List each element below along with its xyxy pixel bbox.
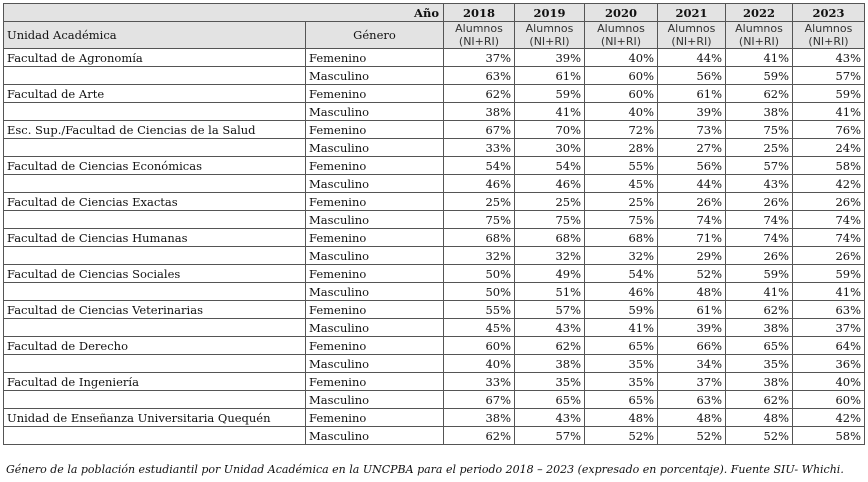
unit-name: Facultad de Ciencias Sociales: [4, 265, 306, 283]
unit-name: Unidad de Enseñanza Universitaria Quequén: [4, 409, 306, 427]
gender-cell: Masculino: [306, 211, 444, 229]
gender-cell: Masculino: [306, 391, 444, 409]
table-row: [4, 121, 865, 139]
year-label: Año: [4, 4, 444, 22]
percent-cell: 25%: [726, 139, 793, 157]
gender-cell: Masculino: [306, 67, 444, 85]
unit-name: Facultad de Derecho: [4, 337, 306, 355]
gender-cell: Masculino: [306, 319, 444, 337]
percent-cell: 75%: [444, 211, 515, 229]
percent-cell: 41%: [515, 103, 585, 121]
percent-cell: 74%: [793, 229, 865, 247]
table-row: [4, 337, 865, 355]
table-row: [4, 355, 865, 373]
percent-cell: 35%: [726, 355, 793, 373]
percent-cell: 75%: [726, 121, 793, 139]
percent-cell: 58%: [793, 157, 865, 175]
percent-cell: 38%: [444, 103, 515, 121]
percent-cell: 30%: [515, 139, 585, 157]
percent-cell: 25%: [515, 193, 585, 211]
percent-cell: 25%: [444, 193, 515, 211]
percent-cell: 59%: [515, 85, 585, 103]
percent-cell: 68%: [444, 229, 515, 247]
percent-cell: 56%: [658, 157, 726, 175]
percent-cell: 64%: [793, 337, 865, 355]
percent-cell: 41%: [793, 103, 865, 121]
table-row: [4, 85, 865, 103]
column-header-row: [4, 22, 865, 49]
table-row: [4, 103, 865, 121]
percent-cell: 42%: [793, 409, 865, 427]
percent-cell: 62%: [726, 391, 793, 409]
table-row: [4, 283, 865, 301]
gender-cell: Femenino: [306, 301, 444, 319]
percent-cell: 43%: [515, 319, 585, 337]
unit-name: [4, 139, 306, 157]
percent-cell: 75%: [585, 211, 658, 229]
percent-cell: 38%: [726, 319, 793, 337]
percent-cell: 57%: [726, 157, 793, 175]
percent-cell: 50%: [444, 265, 515, 283]
gender-cell: Masculino: [306, 283, 444, 301]
percent-cell: 50%: [444, 283, 515, 301]
percent-cell: 51%: [515, 283, 585, 301]
percent-cell: 62%: [515, 337, 585, 355]
percent-cell: 55%: [444, 301, 515, 319]
data-table: [3, 3, 865, 445]
percent-cell: 61%: [658, 85, 726, 103]
percent-cell: 26%: [793, 193, 865, 211]
percent-cell: 41%: [726, 49, 793, 67]
table-row: [4, 265, 865, 283]
percent-cell: 72%: [585, 121, 658, 139]
percent-cell: 74%: [726, 211, 793, 229]
percent-cell: 35%: [585, 373, 658, 391]
percent-cell: 38%: [726, 103, 793, 121]
percent-cell: 33%: [444, 373, 515, 391]
unit-name: Facultad de Ciencias Económicas: [4, 157, 306, 175]
percent-cell: 59%: [793, 85, 865, 103]
percent-cell: 74%: [793, 211, 865, 229]
percent-cell: 41%: [726, 283, 793, 301]
table-row: [4, 427, 865, 445]
percent-cell: 44%: [658, 49, 726, 67]
unit-name: [4, 319, 306, 337]
percent-cell: 76%: [793, 121, 865, 139]
percent-cell: 61%: [515, 67, 585, 85]
percent-cell: 68%: [515, 229, 585, 247]
table-row: [4, 175, 865, 193]
unit-name: Esc. Sup./Facultad de Ciencias de la Salud: [4, 121, 306, 139]
percent-cell: 59%: [726, 265, 793, 283]
students-header: Alumnos (NI+RI): [444, 22, 515, 49]
percent-cell: 39%: [658, 319, 726, 337]
percent-cell: 48%: [726, 409, 793, 427]
year-header-row: [4, 4, 865, 22]
percent-cell: 66%: [658, 337, 726, 355]
unit-name: [4, 211, 306, 229]
gender-cell: Femenino: [306, 337, 444, 355]
percent-cell: 25%: [585, 193, 658, 211]
percent-cell: 37%: [444, 49, 515, 67]
year-2023: 2023: [793, 4, 865, 22]
percent-cell: 52%: [585, 427, 658, 445]
gender-cell: Femenino: [306, 229, 444, 247]
percent-cell: 57%: [515, 427, 585, 445]
percent-cell: 35%: [585, 355, 658, 373]
percent-cell: 34%: [658, 355, 726, 373]
percent-cell: 46%: [444, 175, 515, 193]
percent-cell: 42%: [793, 175, 865, 193]
percent-cell: 46%: [515, 175, 585, 193]
gender-cell: Femenino: [306, 121, 444, 139]
percent-cell: 41%: [793, 283, 865, 301]
unit-name: Facultad de Arte: [4, 85, 306, 103]
unit-name: [4, 67, 306, 85]
table-row: [4, 301, 865, 319]
students-header: Alumnos (NI+RI): [515, 22, 585, 49]
percent-cell: 46%: [585, 283, 658, 301]
unit-name: [4, 427, 306, 445]
percent-cell: 60%: [585, 85, 658, 103]
percent-cell: 65%: [515, 391, 585, 409]
percent-cell: 63%: [658, 391, 726, 409]
table-row: [4, 193, 865, 211]
percent-cell: 39%: [658, 103, 726, 121]
unit-name: [4, 247, 306, 265]
unit-name: Facultad de Ciencias Exactas: [4, 193, 306, 211]
percent-cell: 62%: [444, 85, 515, 103]
table-row: [4, 157, 865, 175]
percent-cell: 45%: [585, 175, 658, 193]
percent-cell: 71%: [658, 229, 726, 247]
percent-cell: 40%: [585, 49, 658, 67]
percent-cell: 63%: [444, 67, 515, 85]
percent-cell: 62%: [726, 85, 793, 103]
percent-cell: 32%: [444, 247, 515, 265]
students-header: Alumnos (NI+RI): [658, 22, 726, 49]
gender-header: Género: [306, 22, 444, 49]
year-2021: 2021: [658, 4, 726, 22]
percent-cell: 59%: [726, 67, 793, 85]
percent-cell: 33%: [444, 139, 515, 157]
percent-cell: 43%: [793, 49, 865, 67]
percent-cell: 54%: [585, 265, 658, 283]
percent-cell: 65%: [726, 337, 793, 355]
percent-cell: 26%: [726, 193, 793, 211]
students-header: Alumnos (NI+RI): [793, 22, 865, 49]
percent-cell: 68%: [585, 229, 658, 247]
table-row: [4, 247, 865, 265]
percent-cell: 36%: [793, 355, 865, 373]
gender-cell: Masculino: [306, 247, 444, 265]
percent-cell: 37%: [658, 373, 726, 391]
percent-cell: 40%: [793, 373, 865, 391]
table-row: [4, 67, 865, 85]
percent-cell: 55%: [585, 157, 658, 175]
percent-cell: 37%: [793, 319, 865, 337]
table-row: [4, 211, 865, 229]
table-caption: Género de la población estudiantil por Unidad Académica en la UNCPBA para el periodo 2018 – 2023 (expresado en porcentaje). Fuente SIU- Whichi.: [6, 463, 844, 476]
percent-cell: 75%: [515, 211, 585, 229]
percent-cell: 52%: [726, 427, 793, 445]
percent-cell: 28%: [585, 139, 658, 157]
percent-cell: 59%: [585, 301, 658, 319]
percent-cell: 59%: [793, 265, 865, 283]
year-2022: 2022: [726, 4, 793, 22]
percent-cell: 65%: [585, 337, 658, 355]
percent-cell: 58%: [793, 427, 865, 445]
percent-cell: 52%: [658, 265, 726, 283]
percent-cell: 74%: [726, 229, 793, 247]
gender-cell: Femenino: [306, 157, 444, 175]
percent-cell: 63%: [793, 301, 865, 319]
gender-cell: Femenino: [306, 373, 444, 391]
percent-cell: 43%: [726, 175, 793, 193]
gender-cell: Femenino: [306, 265, 444, 283]
percent-cell: 40%: [585, 103, 658, 121]
percent-cell: 62%: [726, 301, 793, 319]
percent-cell: 43%: [515, 409, 585, 427]
unit-name: [4, 103, 306, 121]
percent-cell: 27%: [658, 139, 726, 157]
unit-name: Facultad de Ciencias Veterinarias: [4, 301, 306, 319]
table-row: [4, 373, 865, 391]
table-row: [4, 229, 865, 247]
table-row: [4, 409, 865, 427]
percent-cell: 65%: [585, 391, 658, 409]
percent-cell: 29%: [658, 247, 726, 265]
percent-cell: 67%: [444, 121, 515, 139]
table-row: [4, 391, 865, 409]
percent-cell: 67%: [444, 391, 515, 409]
percent-cell: 54%: [515, 157, 585, 175]
percent-cell: 26%: [793, 247, 865, 265]
unit-name: [4, 391, 306, 409]
percent-cell: 24%: [793, 139, 865, 157]
unit-name: Facultad de Ingeniería: [4, 373, 306, 391]
unit-name: [4, 175, 306, 193]
percent-cell: 48%: [585, 409, 658, 427]
year-2018: 2018: [444, 4, 515, 22]
percent-cell: 74%: [658, 211, 726, 229]
percent-cell: 26%: [658, 193, 726, 211]
percent-cell: 57%: [515, 301, 585, 319]
percent-cell: 62%: [444, 427, 515, 445]
gender-cell: Masculino: [306, 139, 444, 157]
gender-cell: Masculino: [306, 175, 444, 193]
students-header: Alumnos (NI+RI): [726, 22, 793, 49]
percent-cell: 26%: [726, 247, 793, 265]
percent-cell: 60%: [585, 67, 658, 85]
percent-cell: 73%: [658, 121, 726, 139]
percent-cell: 35%: [515, 373, 585, 391]
percent-cell: 32%: [515, 247, 585, 265]
percent-cell: 41%: [585, 319, 658, 337]
percent-cell: 38%: [515, 355, 585, 373]
percent-cell: 39%: [515, 49, 585, 67]
gender-cell: Femenino: [306, 85, 444, 103]
percent-cell: 49%: [515, 265, 585, 283]
percent-cell: 48%: [658, 409, 726, 427]
gender-cell: Femenino: [306, 193, 444, 211]
year-2019: 2019: [515, 4, 585, 22]
students-header: Alumnos (NI+RI): [585, 22, 658, 49]
percent-cell: 60%: [793, 391, 865, 409]
table-row: [4, 319, 865, 337]
unit-name: [4, 355, 306, 373]
unit-name: [4, 283, 306, 301]
percent-cell: 44%: [658, 175, 726, 193]
percent-cell: 52%: [658, 427, 726, 445]
unit-name: Facultad de Agronomía: [4, 49, 306, 67]
percent-cell: 56%: [658, 67, 726, 85]
gender-cell: Masculino: [306, 427, 444, 445]
gender-cell: Masculino: [306, 103, 444, 121]
percent-cell: 61%: [658, 301, 726, 319]
percent-cell: 38%: [444, 409, 515, 427]
percent-cell: 48%: [658, 283, 726, 301]
percent-cell: 60%: [444, 337, 515, 355]
percent-cell: 38%: [726, 373, 793, 391]
percent-cell: 45%: [444, 319, 515, 337]
percent-cell: 70%: [515, 121, 585, 139]
year-2020: 2020: [585, 4, 658, 22]
percent-cell: 40%: [444, 355, 515, 373]
percent-cell: 54%: [444, 157, 515, 175]
unit-header: Unidad Académica: [4, 22, 306, 49]
table-row: [4, 139, 865, 157]
gender-cell: Femenino: [306, 49, 444, 67]
table-row: [4, 49, 865, 67]
percent-cell: 32%: [585, 247, 658, 265]
unit-name: Facultad de Ciencias Humanas: [4, 229, 306, 247]
gender-cell: Masculino: [306, 355, 444, 373]
percent-cell: 57%: [793, 67, 865, 85]
gender-cell: Femenino: [306, 409, 444, 427]
